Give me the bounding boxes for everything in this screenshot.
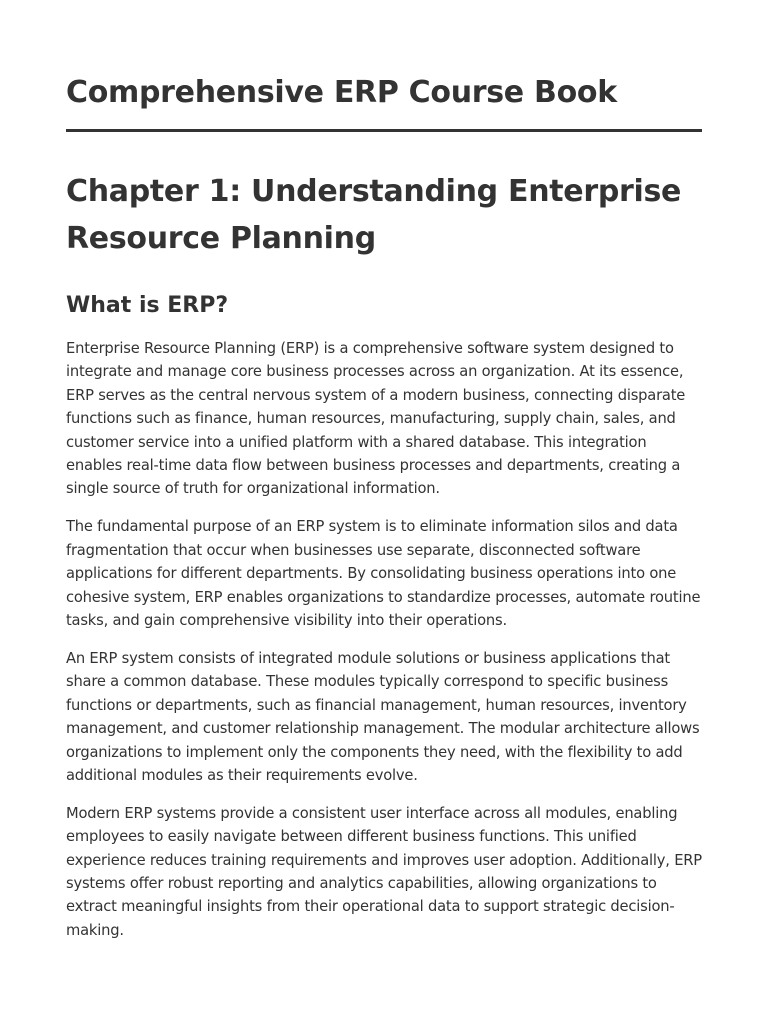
paragraph-4: Modern ERP systems provide a consistent user interface across all modules, enabling employees to easily navigate between different business functions. This unified experience reduces training requirements and improves user adoption. Additionally, ERP systems offer robust reporting and analytics capabilities, allowing organizations to extract meaningful insights from their operational data to support strategic decision-making. <box>66 804 702 939</box>
paragraph-1: Enterprise Resource Planning (ERP) is a comprehensive software system designed to integrate and manage core business processes across an organization. At its essence, ERP serves as the central nervous system of a modern business, connecting disparate functions such as finance, human resources, manufacturing, supply chain, sales, and customer service into a unified platform with a shared database. This integration enables real-time data flow between business processes and departments, creating a single source of truth for organizational information. <box>66 340 686 498</box>
book-title: Comprehensive ERP Course Book <box>66 75 617 110</box>
paragraph-3: An ERP system consists of integrated module solutions or business applications that share a common database. These modules typically correspond to specific business functions or departments, such as financial management, human resources, inventory management, and customer relationship management. The modular architecture allows organizations to implement only the components they need, with the flexibility to add additional modules as their requirements evolve. <box>66 649 700 784</box>
section-body <box>66 337 702 957</box>
title-divider <box>66 129 702 132</box>
chapter-title: Chapter 1: Understanding Enterprise Resource Planning <box>66 174 682 256</box>
section-heading: What is ERP? <box>66 293 229 318</box>
paragraph-2: The fundamental purpose of an ERP system is to eliminate information silos and data fragmentation that occur when businesses use separate, disconnected software applications for different departments. By consolidating business operations into one cohesive system, ERP enables organizations to standardize processes, automate routine tasks, and gain comprehensive visibility into their operations. <box>66 518 701 629</box>
